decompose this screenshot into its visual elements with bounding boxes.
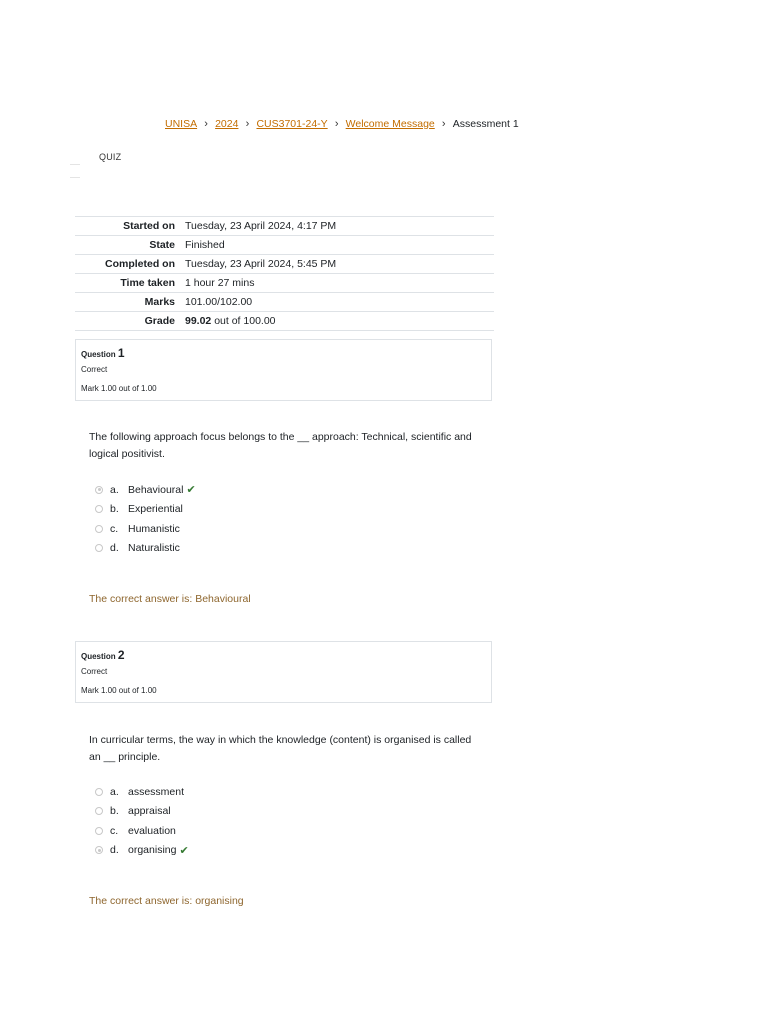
check-icon: ✔ — [186, 484, 196, 497]
correct-answer-feedback: The correct answer is: organising — [89, 895, 244, 907]
answer-list — [95, 480, 196, 558]
radio-button[interactable] — [95, 525, 103, 533]
answer-letter: a. — [110, 785, 119, 798]
answer-text: Humanistic — [128, 522, 180, 535]
summary-value: 101.00/102.00 — [185, 296, 253, 308]
radio-button[interactable] — [95, 505, 103, 513]
answer-text: assessment — [128, 785, 185, 798]
radio-button[interactable] — [95, 486, 103, 494]
breadcrumb-link-section[interactable]: Welcome Message — [345, 118, 435, 130]
answer-option[interactable] — [95, 519, 196, 539]
answer-option[interactable] — [95, 539, 196, 559]
question-number — [81, 648, 125, 662]
chevron-right-icon: › — [334, 118, 339, 130]
answer-option[interactable] — [95, 782, 189, 802]
radio-button[interactable] — [95, 807, 103, 815]
summary-value: Tuesday, 23 April 2024, 5:45 PM — [185, 258, 337, 270]
answer-text: appraisal — [128, 805, 171, 818]
question-state: Correct — [81, 365, 108, 374]
chevron-right-icon: › — [204, 118, 208, 130]
breadcrumb-link-year[interactable]: 2024 — [215, 118, 239, 130]
answer-option[interactable] — [95, 821, 189, 841]
activity-icon-placeholder — [70, 164, 80, 190]
summary-label: Completed on — [105, 258, 175, 270]
question-number-value: 2 — [117, 648, 125, 662]
question-number — [81, 346, 125, 360]
answer-list — [95, 782, 189, 860]
summary-value: 1 hour 27 mins — [185, 277, 255, 289]
answer-text: Experiential — [128, 503, 183, 516]
radio-button[interactable] — [95, 544, 103, 552]
answer-letter: c. — [110, 824, 119, 837]
summary-label: State — [149, 239, 175, 251]
summary-row-grade — [75, 312, 494, 331]
breadcrumb-link-unisa[interactable]: UNISA — [165, 118, 198, 130]
answer-option[interactable] — [95, 802, 189, 822]
question-text: In curricular terms, the way in which the knowledge (content) is organised is called an __ principle. — [89, 734, 472, 763]
radio-button[interactable] — [95, 846, 103, 854]
question-number-value: 1 — [117, 346, 125, 360]
summary-label: Started on — [123, 220, 175, 232]
answer-letter: b. — [110, 503, 119, 516]
summary-label: Time taken — [120, 277, 175, 289]
summary-value-grade — [180, 312, 494, 331]
question-state: Correct — [81, 667, 108, 676]
activity-type-label: QUIZ — [99, 152, 122, 162]
answer-text: evaluation — [128, 824, 176, 837]
summary-row — [75, 217, 494, 236]
summary-value: Tuesday, 23 April 2024, 4:17 PM — [185, 220, 337, 232]
answer-option[interactable] — [95, 500, 196, 520]
answer-text: organising — [128, 844, 177, 857]
question-grade: Mark 1.00 out of 1.00 — [81, 384, 157, 393]
radio-button[interactable] — [95, 788, 103, 796]
question-text: The following approach focus belongs to the __ approach: Technical, scientific and logical positivist. — [89, 431, 472, 460]
chevron-right-icon: › — [441, 118, 446, 130]
grade-out-of: out of 100.00 — [214, 315, 276, 327]
summary-row — [75, 293, 494, 312]
answer-text: Behavioural — [128, 483, 184, 496]
grade-score: 99.02 — [185, 315, 212, 327]
summary-row — [75, 255, 494, 274]
check-icon: ✔ — [179, 844, 189, 857]
breadcrumb-link-course[interactable]: CUS3701-24-Y — [256, 118, 328, 130]
chevron-right-icon: › — [245, 118, 250, 130]
question-info-box — [75, 641, 492, 703]
radio-button[interactable] — [95, 827, 103, 835]
question-grade: Mark 1.00 out of 1.00 — [81, 686, 157, 695]
breadcrumb-current: Assessment 1 — [452, 118, 519, 130]
answer-letter: d. — [110, 844, 119, 857]
answer-text: Naturalistic — [128, 542, 180, 555]
summary-row — [75, 236, 494, 255]
breadcrumb — [165, 118, 519, 130]
correct-answer-feedback: The correct answer is: Behavioural — [89, 593, 251, 605]
question-prefix: Question — [81, 350, 116, 359]
summary-value: Finished — [185, 239, 225, 251]
summary-row — [75, 274, 494, 293]
answer-letter: a. — [110, 483, 119, 496]
answer-letter: b. — [110, 805, 119, 818]
summary-label: Grade — [144, 315, 175, 327]
answer-letter: d. — [110, 542, 119, 555]
question-prefix: Question — [81, 652, 116, 661]
answer-option[interactable] — [95, 480, 196, 500]
attempt-summary-table — [75, 216, 494, 331]
question-info-box — [75, 339, 492, 401]
answer-option[interactable] — [95, 841, 189, 861]
summary-label: Marks — [144, 296, 175, 308]
answer-letter: c. — [110, 522, 119, 535]
